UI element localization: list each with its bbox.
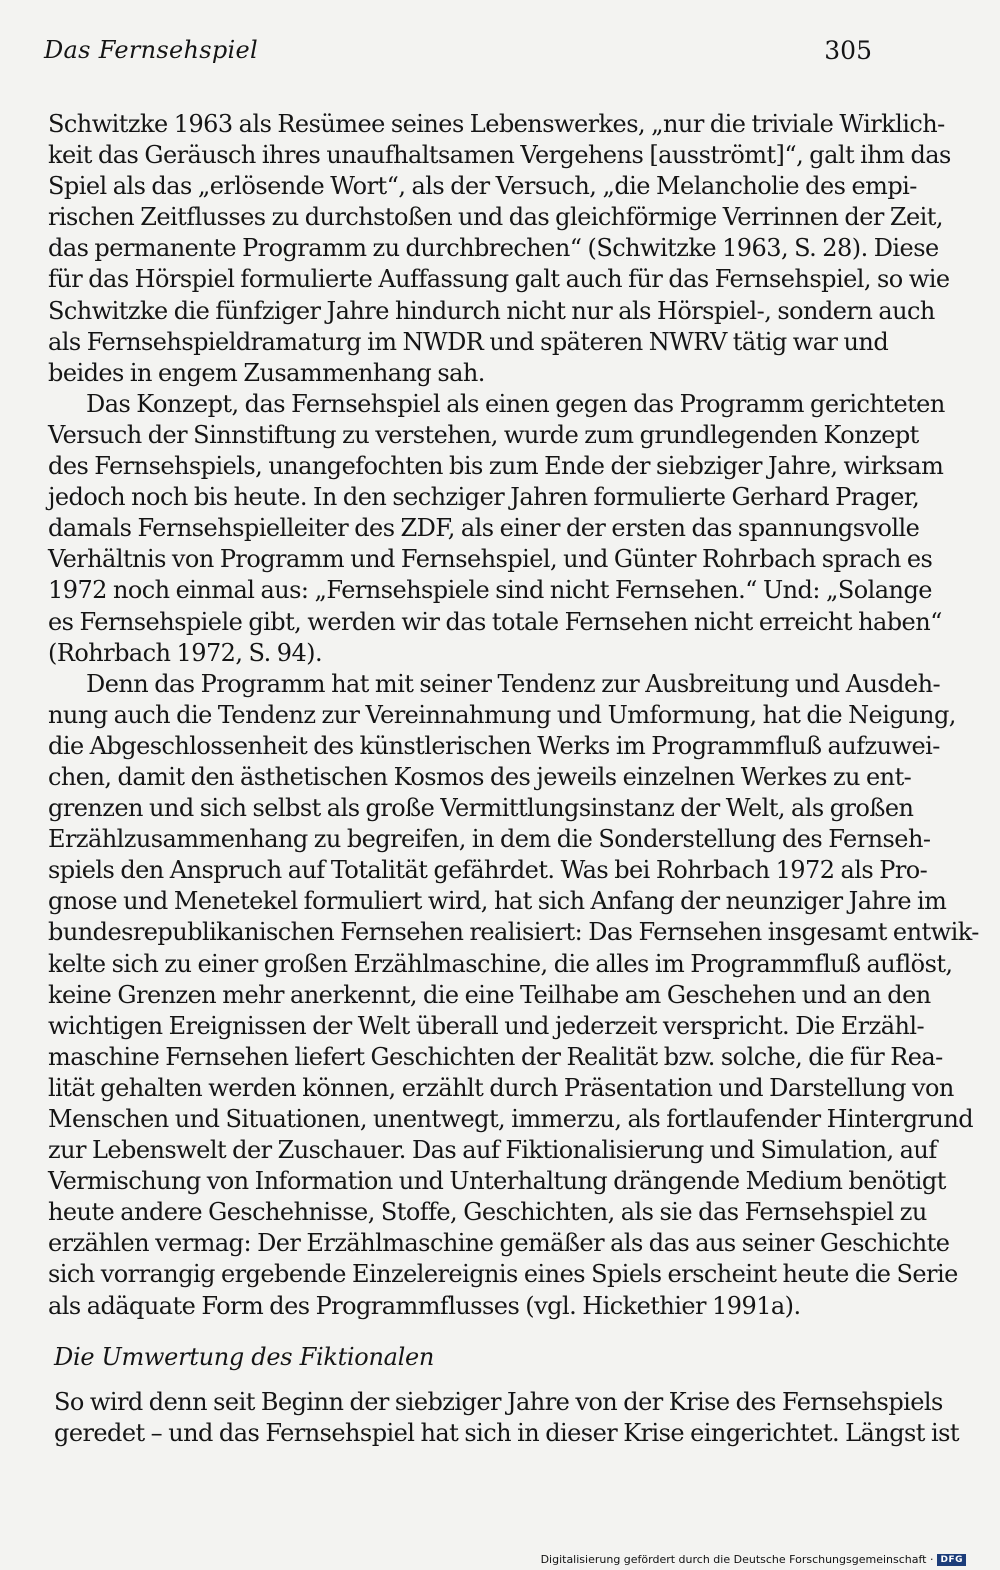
text-line: Menschen und Situationen, unentwegt, immerzu, als fortlaufender Hintergrund — [48, 1105, 974, 1133]
page-number: 305 — [824, 36, 872, 65]
text-line: Verhältnis von Programm und Fernsehspiel, und Günter Rohrbach sprach es — [48, 545, 933, 574]
text-line: damals Fernsehspielleiter des ZDF, als einer der ersten das spannungsvolle — [48, 514, 920, 543]
text-line: lität gehalten werden können, erzählt durch Präsentation und Darstellung von — [48, 1073, 954, 1102]
text-line: Denn das Programm hat mit seiner Tendenz zur Ausbreitung und Ausdeh- — [86, 669, 941, 698]
text-line: kelte sich zu einer großen Erzählmaschine, die alles im Programmfluß auflöst, — [48, 949, 953, 978]
footer-credit: Digitalisierung gefördert durch die Deutsche Forschungsgemeinschaft · — [540, 1553, 934, 1566]
text-line: So wird denn seit Beginn der siebziger Jahre von der Krise des Fernsehspiels — [54, 1388, 943, 1416]
text-line: wichtigen Ereignissen der Welt überall und jederzeit verspricht. Die Erzähl- — [48, 1011, 925, 1040]
text-line: heute andere Geschehnisse, Stoffe, Geschichten, als sie das Fernsehspiel zu — [48, 1198, 927, 1227]
text-line: grenzen und sich selbst als große Vermittlungsinstanz der Welt, als großen — [48, 794, 914, 823]
text-line: Erzählzusammenhang zu begreifen, in dem die Sonderstellung des Fernseh- — [48, 825, 931, 854]
text-line: bundesrepublikanischen Fernsehen realisiert: Das Fernsehen insgesamt entwik- — [48, 918, 979, 947]
text-line: das permanente Programm zu durchbrechen“ (Schwitzke 1963, S. 28). Diese — [48, 234, 939, 263]
text-line: Schwitzke die fünfziger Jahre hindurch nicht nur als Hörspiel-, sondern auch — [48, 296, 935, 325]
page-header — [44, 36, 872, 76]
text-line: als adäquate Form des Programmflusses (vgl. Hickethier 1991a). — [48, 1291, 801, 1320]
text-line: keit das Geräusch ihres unaufhaltsamen Vergehens [ausströmt]“, galt ihm das — [48, 141, 951, 170]
text-line: maschine Fernsehen liefert Geschichten der Realität bzw. solche, die für Rea- — [48, 1042, 943, 1071]
text-line: Versuch der Sinnstiftung zu verstehen, wurde zum grundlegenden Konzept — [48, 420, 919, 449]
dfg-logo-icon: DFG — [937, 1554, 966, 1566]
text-line: für das Hörspiel formulierte Auffassung galt auch für das Fernsehspiel, so wie — [48, 265, 950, 294]
text-line: erzählen vermag: Der Erzählmaschine gemäßer als das aus seiner Geschichte — [48, 1229, 950, 1258]
text-line: beides in engem Zusammenhang sah. — [48, 358, 485, 387]
body-text — [48, 109, 979, 1322]
text-line: Spiel als das „erlösende Wort“, als der Versuch, „die Melancholie des empi- — [48, 172, 917, 201]
text-line: als Fernsehspieldramaturg im NWDR und späteren NWRV tätig war und — [48, 327, 889, 356]
text-line: 1972 noch einmal aus: „Fernsehspiele sind nicht Fernsehen.“ Und: „Solange — [48, 576, 932, 605]
text-line: des Fernsehspiels, unangefochten bis zum Ende der siebziger Jahre, wirksam — [48, 452, 944, 481]
digitization-footer — [541, 1553, 966, 1566]
text-line: nung auch die Tendenz zur Vereinnahmung und Umformung, hat die Neigung, — [48, 700, 956, 729]
text-line: keine Grenzen mehr anerkennt, die eine Teilhabe am Geschehen und an den — [48, 980, 931, 1009]
section-text — [54, 1387, 959, 1449]
section-heading: Die Umwertung des Fiktionalen — [54, 1343, 435, 1371]
text-line: es Fernsehspiele gibt, werden wir das totale Fernsehen nicht erreicht haben“ — [48, 607, 942, 636]
text-line: spiels den Anspruch auf Totalität gefährdet. Was bei Rohrbach 1972 als Pro- — [48, 856, 928, 885]
text-line: die Abgeschlossenheit des künstlerischen Werks im Programmfluß aufzuwei- — [48, 731, 940, 760]
text-line: jedoch noch bis heute. In den sechziger Jahren formulierte Gerhard Prager, — [48, 483, 920, 512]
text-line: Vermischung von Information und Unterhaltung drängende Medium benötigt — [48, 1167, 946, 1196]
text-line: chen, damit den ästhetischen Kosmos des jeweils einzelnen Werkes zu ent- — [48, 762, 912, 791]
text-line: geredet – und das Fernsehspiel hat sich in dieser Krise eingerichtet. Längst ist — [54, 1419, 959, 1448]
text-line: sich vorrangig ergebende Einzelereignis eines Spiels erscheint heute die Serie — [48, 1260, 958, 1289]
text-line: Schwitzke 1963 als Resümee seines Lebenswerkes, „nur die triviale Wirklich- — [48, 110, 945, 138]
text-line: zur Lebenswelt der Zuschauer. Das auf Fiktionalisierung und Simulation, auf — [48, 1136, 937, 1165]
text-line: rischen Zeitflusses zu durchstoßen und das gleichförmige Verrinnen der Zeit, — [48, 203, 943, 232]
running-title: Das Fernsehspiel — [44, 36, 258, 64]
text-line: (Rohrbach 1972, S. 94). — [48, 638, 323, 667]
text-line: Das Konzept, das Fernsehspiel als einen gegen das Programm gerichteten — [86, 389, 945, 418]
text-line: gnose und Menetekel formuliert wird, hat sich Anfang der neunziger Jahre im — [48, 887, 947, 916]
